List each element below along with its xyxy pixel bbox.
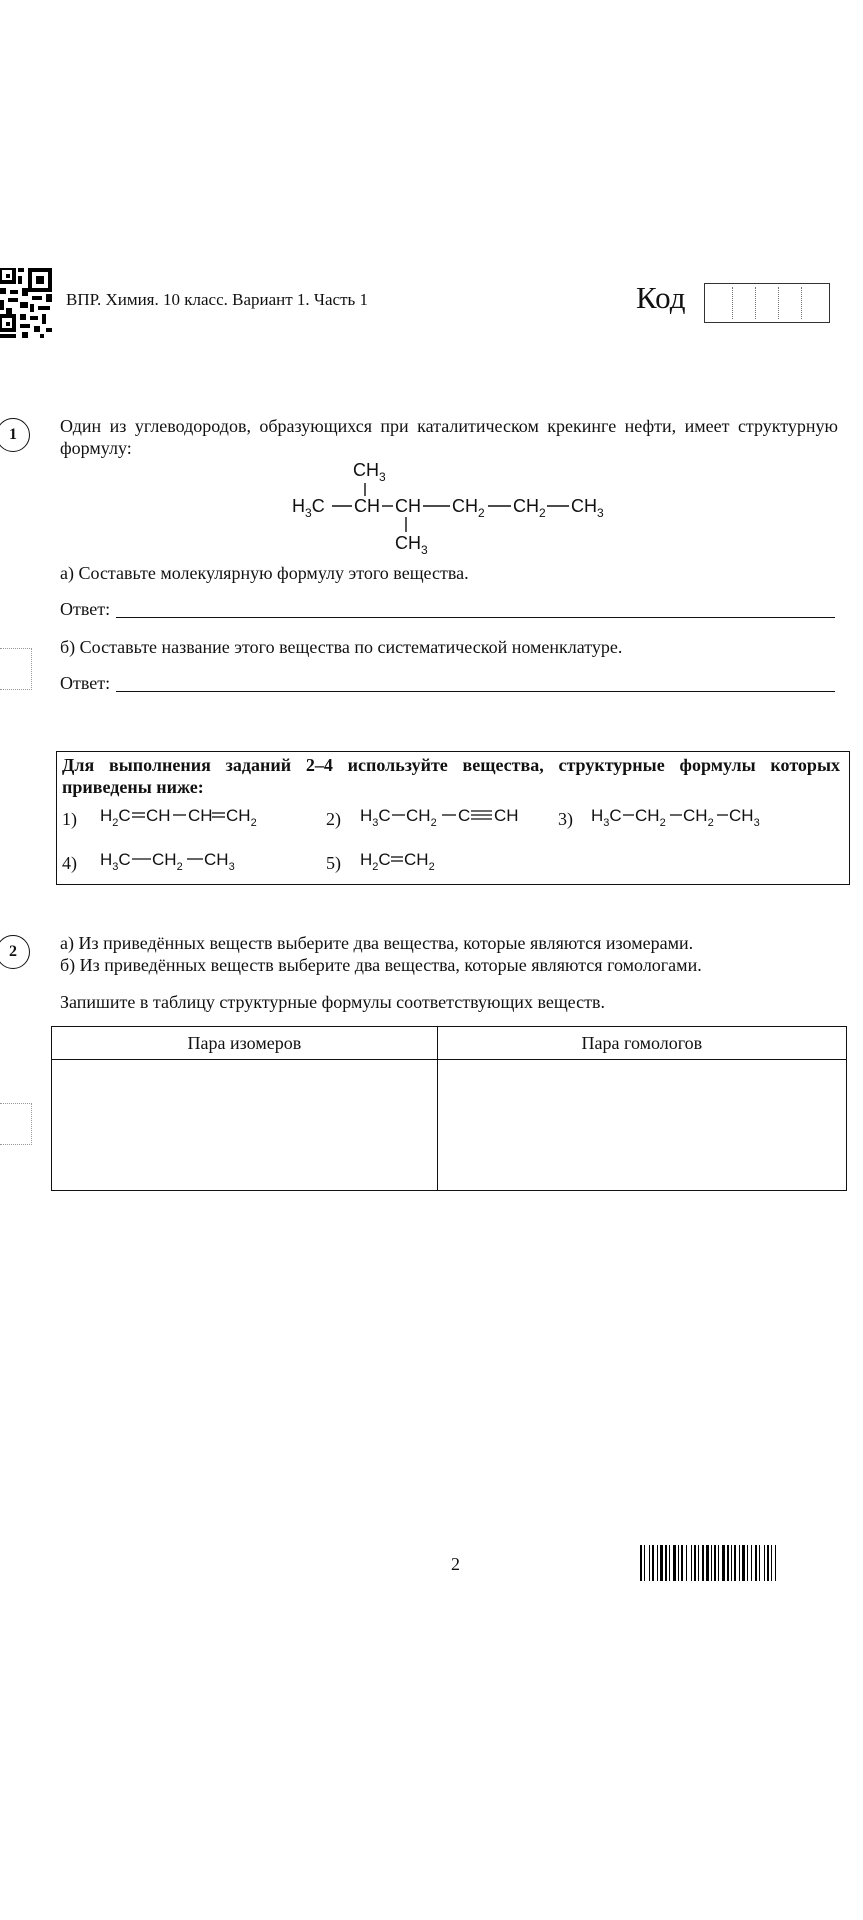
substance-3-number: 3) — [558, 809, 573, 829]
substances-box-text: Для выполнения заданий 2–4 используйте вещества, структурные формулы которых приведены ниже: — [62, 755, 840, 797]
svg-text:CH: CH — [354, 496, 380, 516]
svg-text:CH2: $CH_2$ — [152, 850, 183, 873]
svg-text:H2C: $H_2C$ — [360, 850, 391, 873]
task1-part-a: а) Составьте молекулярную формулу этого вещества. — [60, 563, 469, 583]
table-header-isomers: Пара изомеров — [52, 1027, 438, 1060]
answer-line-b[interactable] — [116, 691, 835, 692]
substance-5-formula — [358, 847, 448, 882]
svg-text:H3C: $H_3C$ — [591, 806, 622, 829]
barcode — [640, 1545, 854, 1586]
homologs-answer-cell[interactable] — [437, 1060, 846, 1191]
svg-text:CH: CH — [188, 806, 213, 825]
svg-text:H2C: $H_2C$ — [100, 806, 131, 829]
task1-part-b: б) Составьте название этого вещества по систематической номенклатуре. — [60, 637, 623, 657]
substance-3-formula — [589, 803, 769, 838]
svg-text:CH3: $CH_3$ — [353, 460, 386, 484]
score-box-task1[interactable] — [0, 648, 32, 690]
svg-text:H3C: $H_3C$ — [292, 496, 325, 520]
task2-instruction: Запишите в таблицу структурные формулы соответствующих веществ. — [60, 992, 605, 1012]
svg-text:CH2: $CH_2$ — [406, 806, 437, 829]
svg-text:CH2: $CH_2$ — [452, 496, 485, 520]
svg-text:C: C — [458, 806, 471, 825]
svg-text:CH2: $CH_2$ — [513, 496, 546, 520]
svg-text:H3C: $H_3C$ — [360, 806, 391, 829]
svg-text:CH3: $CH_3$ — [395, 533, 428, 557]
kod-input-box[interactable] — [704, 283, 830, 323]
page-number: 2 — [451, 1554, 460, 1574]
answer-label-b: Ответ: — [60, 673, 111, 693]
score-box-task2[interactable] — [0, 1103, 32, 1145]
svg-text:CH: CH — [146, 806, 171, 825]
answer-label-a: Ответ: — [60, 599, 111, 619]
answer-line-a[interactable] — [116, 617, 835, 618]
substance-4-number: 4) — [62, 853, 77, 873]
substance-2-formula — [358, 803, 528, 838]
svg-text:CH3: $CH_3$ — [571, 496, 604, 520]
svg-text:CH2: $CH_2$ — [635, 806, 666, 829]
substance-5-number: 5) — [326, 853, 341, 873]
svg-text:CH: CH — [395, 496, 421, 516]
kod-label: Код — [636, 280, 686, 315]
svg-text:H3C: $H_3C$ — [100, 850, 131, 873]
substance-2-number: 2) — [326, 809, 341, 829]
answer-table — [51, 1026, 847, 1191]
svg-text:CH: CH — [494, 806, 519, 825]
task2-part-a: а) Из приведённых веществ выберите два вещества, которые являются изомерами. — [60, 933, 694, 953]
qr-code — [0, 268, 54, 340]
svg-text:CH3: $CH_3$ — [204, 850, 235, 873]
svg-text:CH2: $CH_2$ — [683, 806, 714, 829]
isomers-answer-cell[interactable] — [52, 1060, 438, 1191]
table-header-homologs: Пара гомологов — [437, 1027, 846, 1060]
substance-1-number: 1) — [62, 809, 77, 829]
task1-text: Один из углеводородов, образующихся при каталитическом крекинге нефти, имеет структурную формулу: — [60, 416, 838, 458]
task-number-2: 2 — [0, 935, 30, 969]
svg-text:CH2: $CH_2$ — [226, 806, 257, 829]
task2-part-b: б) Из приведённых веществ выберите два вещества, которые являются гомологами. — [60, 955, 702, 975]
task-number-1: 1 — [0, 418, 30, 452]
substance-4-formula — [98, 847, 248, 882]
svg-text:CH2: $CH_2$ — [404, 850, 435, 873]
substance-1-formula — [98, 803, 268, 838]
document-header: ВПР. Химия. 10 класс. Вариант 1. Часть 1 — [66, 290, 368, 309]
structural-formula-task1 — [285, 456, 625, 563]
svg-text:CH3: $CH_3$ — [729, 806, 760, 829]
